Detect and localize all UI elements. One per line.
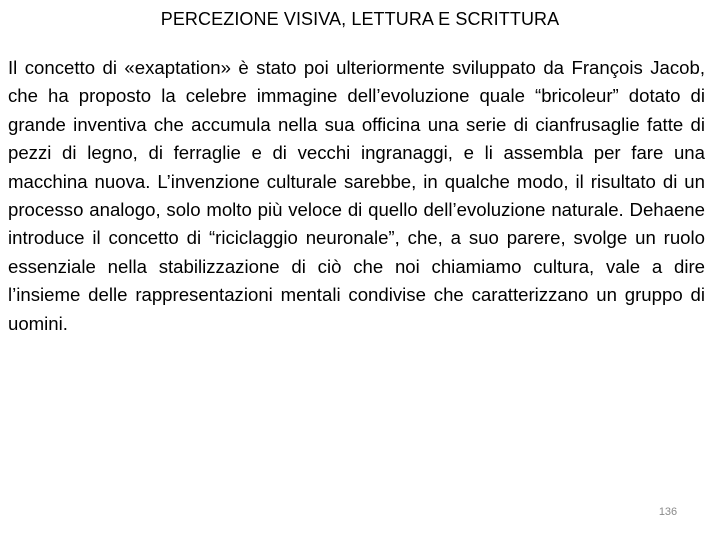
page-number: 136	[658, 506, 678, 518]
slide-body	[8, 54, 705, 338]
body-paragraph: Il concetto di «exaptation» è stato poi ulteriormente sviluppato da François Jacob, che ha proposto la celebre immagine dell’evoluzione quale “bricoleur” dotato di grande inventiva che accumula nella sua officina una serie di cianfrusaglie fatte di pezzi di legno, di ferraglie e di vecchi ingranaggi, e li assembla per fare una macchina nuova. L’invenzione culturale sarebbe, in qualche modo, il risultato di un processo analogo, solo molto più veloce di quello dell’evoluzione naturale. Dehaene introduce il concetto di “riciclaggio neuronale”, che, a suo parere, svolge un ruolo essenziale nella stabilizzazione di ciò che noi chiamiamo cultura, vale a dire l’insieme delle rappresentazioni mentali condivise che caratterizzano un gruppo di uomini.	[8, 57, 705, 334]
slide-title: PERCEZIONE VISIVA, LETTURA E SCRITTURA	[160, 9, 560, 29]
